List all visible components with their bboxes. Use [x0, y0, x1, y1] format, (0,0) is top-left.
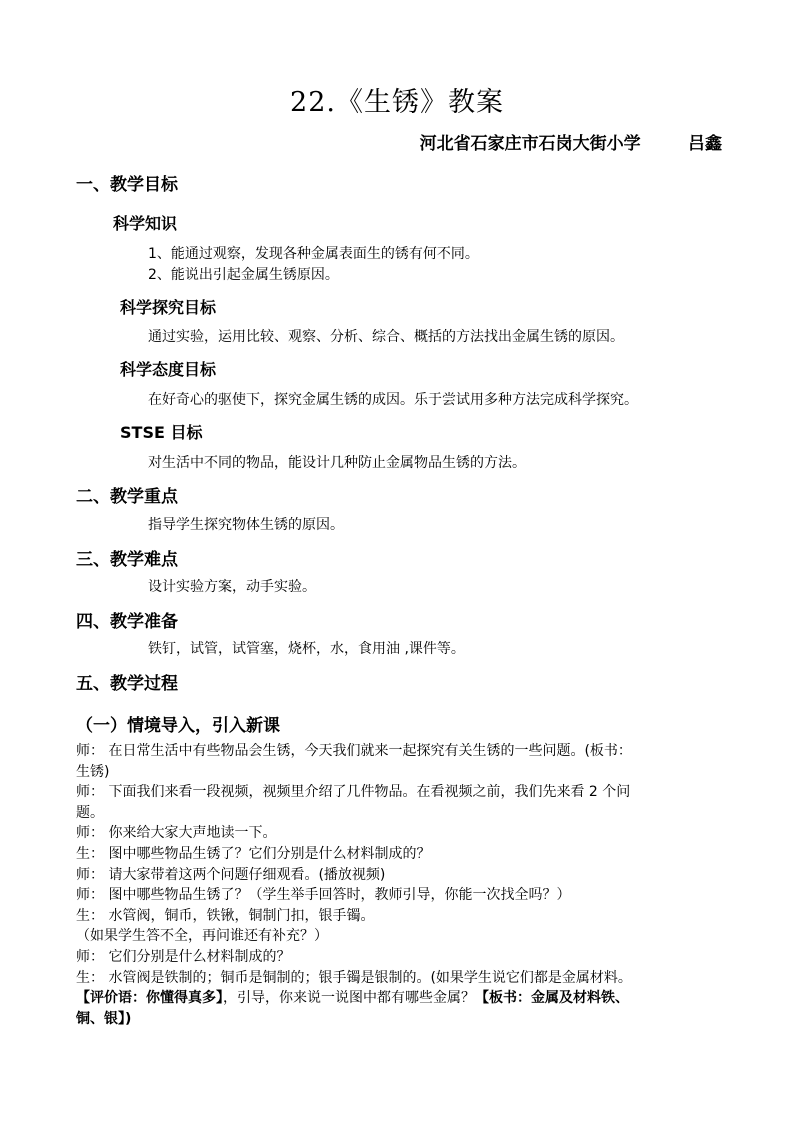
subheading-science-knowledge: 科学知识 [113, 214, 178, 233]
dialogue-line: 生： 图中哪些物品生锈了？它们分别是什么材料制成的？ [76, 845, 431, 862]
heading-key-points: 二、教学重点 [76, 487, 178, 507]
dialogue-line: 师： 图中哪些物品生锈了？（学生举手回答时，教师引导，你能一次找全吗？） [76, 887, 571, 904]
guidance-text: ，引导，你来说一说图中都有哪些金属？ [223, 990, 475, 1007]
subheading-stse: STSE 目标 [120, 423, 203, 442]
dialogue-line: 师： 请大家带着这两个问题仔细观看。(播放视频) [76, 866, 386, 883]
heading-process: 五、教学过程 [76, 674, 178, 694]
dialogue-mixed-line [76, 988, 736, 1009]
inquiry-text: 通过实验，运用比较、观察、分析、综合、概括的方法找出金属生锈的原因。 [148, 329, 624, 345]
dialogue-line: 师： 你来给大家大声地读一下。 [76, 825, 277, 842]
dialogue-line: （如果学生答不全，再问谁还有补充？） [76, 928, 328, 945]
subheading-inquiry: 科学探究目标 [120, 298, 217, 317]
dialogue-line: 生锈) [76, 763, 110, 780]
knowledge-item-1: 1、能通过观察，发现各种金属表面生的锈有何不同。 [148, 246, 479, 262]
dialogue-block [76, 741, 736, 1029]
dialogue-line: 生： 水管阀，铜币，铁锹，铜制门扣，银手镯。 [76, 907, 375, 924]
attitude-text: 在好奇心的驱使下，探究金属生锈的成因。乐于尝试用多种方法完成科学探究。 [148, 392, 638, 408]
board-note: 【板书：金属及材料铁、 [475, 990, 629, 1007]
key-points-text: 指导学生探究物体生锈的原因。 [148, 517, 344, 533]
heading-teaching-goals: 一、教学目标 [76, 175, 178, 195]
dialogue-line: 师： 它们分别是什么材料制成的？ [76, 948, 291, 965]
heading-preparation: 四、教学准备 [76, 612, 178, 632]
board-note-continued: 铜、银】) [76, 1010, 132, 1027]
subheading-part1: （一）情境导入，引入新课 [76, 716, 280, 736]
dialogue-line: 师： 下面我们来看一段视频，视频里介绍了几件物品。在看视频之前，我们先来看 2 个问 [76, 784, 631, 801]
stse-text: 对生活中不同的物品，能设计几种防止金属物品生锈的方法。 [148, 455, 526, 471]
difficulties-text: 设计实验方案，动手实验。 [148, 579, 316, 595]
author-line: 河北省石家庄市石岗大街小学 吕鑫 [419, 134, 722, 154]
evaluation-remark: 【评价语：你懂得真多】 [76, 990, 223, 1007]
page-title: 22.《生锈》教案 [290, 87, 504, 118]
subheading-attitude: 科学态度目标 [120, 360, 217, 379]
heading-difficulties: 三、教学难点 [76, 550, 178, 570]
preparation-text: 铁钉，试管，试管塞，烧杯，水，食用油 ,课件等。 [148, 641, 465, 657]
dialogue-line: 生： 水管阀是铁制的；铜币是铜制的；银手镯是银制的。(如果学生说它们都是金属材料。 [76, 969, 632, 986]
knowledge-item-2: 2、能说出引起金属生锈原因。 [148, 267, 339, 283]
dialogue-line: 师： 在日常生活中有些物品会生锈，今天我们就来一起探究有关生锈的一些问题。(板书： [76, 743, 632, 759]
dialogue-line: 题。 [76, 804, 104, 821]
